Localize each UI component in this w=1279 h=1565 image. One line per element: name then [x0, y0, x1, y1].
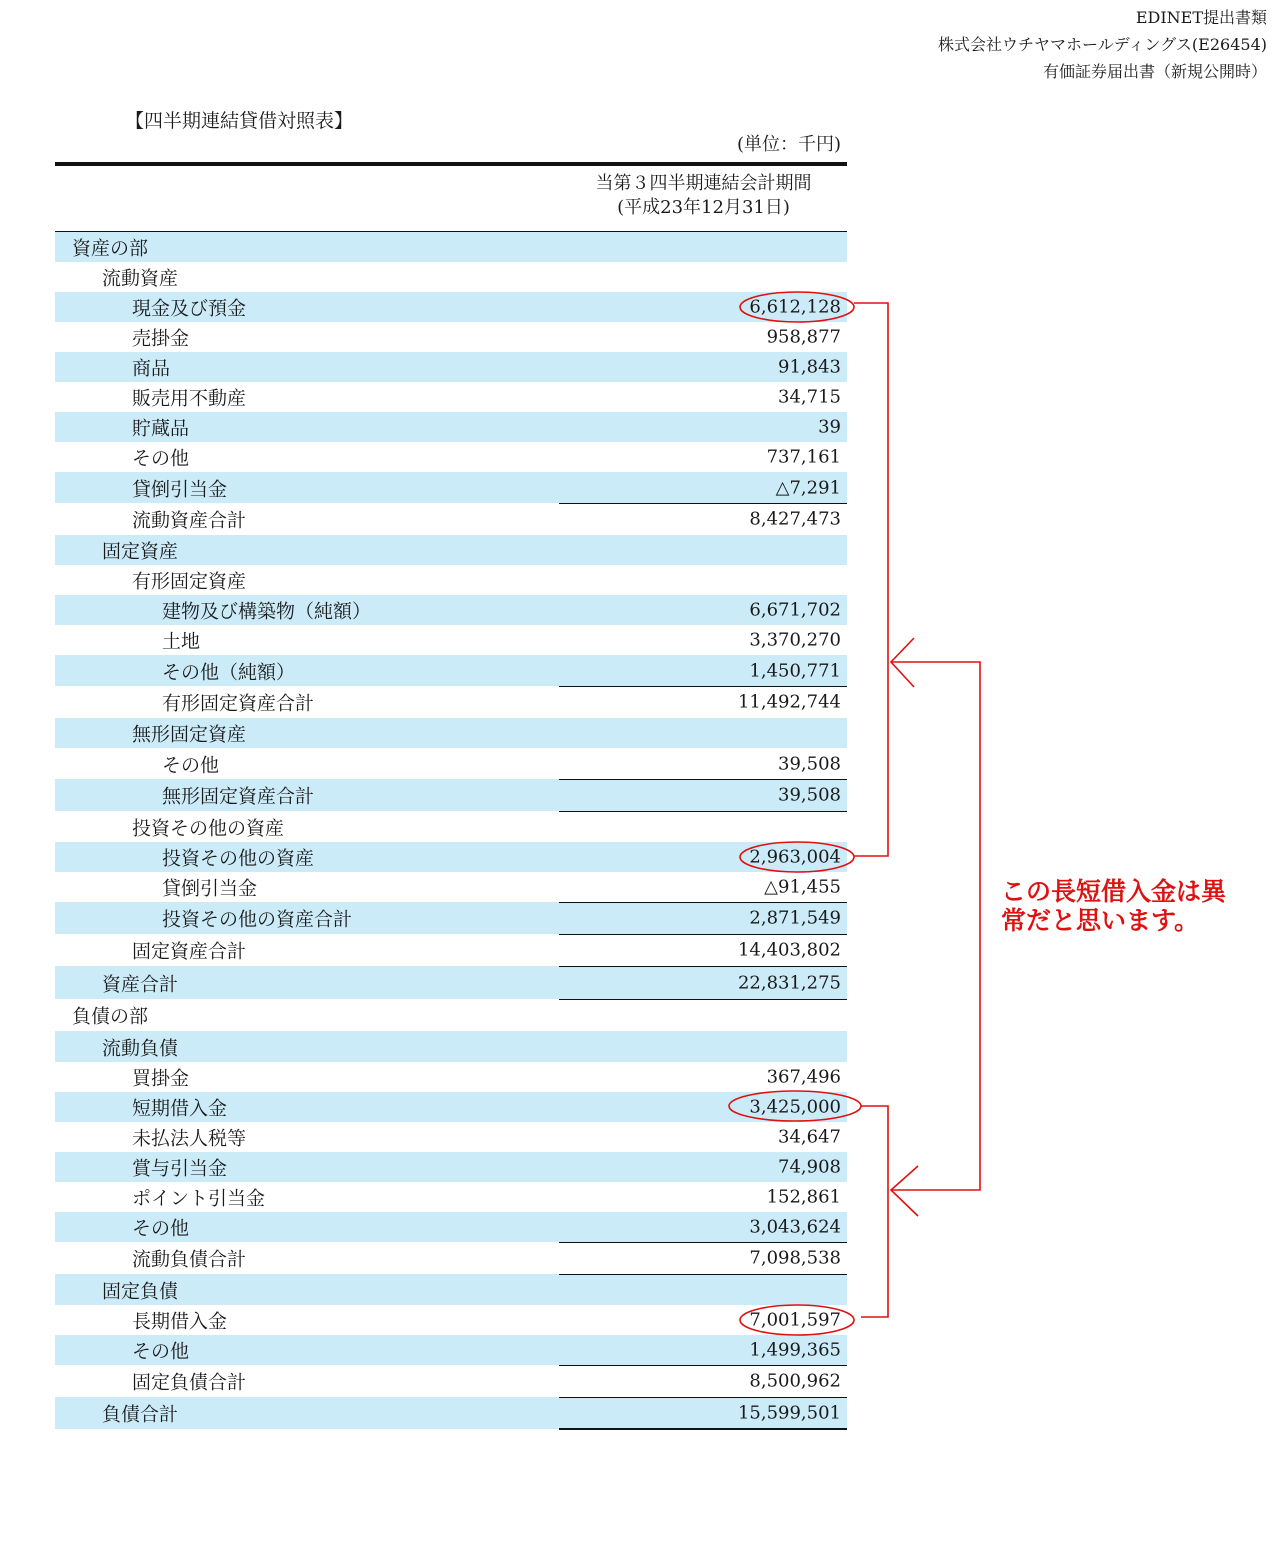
row-value: 11,492,744: [737, 691, 841, 713]
row-label: 商品: [132, 357, 171, 380]
row-label: 流動資産合計: [132, 509, 247, 532]
unit-label: (単位：千円): [737, 134, 842, 155]
column-header-period: 当第３四半期連結会計期間: [595, 173, 812, 194]
annotation-note-line2: 常だと思います。: [1001, 906, 1200, 935]
row-value: 1,499,365: [749, 1339, 841, 1361]
row-value: 1,450,771: [749, 660, 841, 681]
row-label: 流動負債合計: [132, 1248, 247, 1271]
row-label: 投資その他の資産: [162, 847, 315, 870]
row-label: 負債合計: [102, 1403, 179, 1426]
bracket-liabilities: [861, 1106, 888, 1317]
row-label: その他: [132, 1340, 190, 1363]
row-value: 34,715: [778, 386, 841, 408]
highlight-ellipse-investments: [740, 842, 854, 872]
row-value: 3,043,624: [749, 1216, 841, 1238]
row-label: 未払法人税等: [132, 1127, 247, 1150]
bracket-assets: [854, 303, 888, 856]
row-label: 土地: [162, 630, 201, 653]
highlight-ellipse-cash: [740, 292, 854, 322]
row-value: 8,500,962: [749, 1370, 841, 1392]
row-label: 売掛金: [132, 327, 190, 350]
row-label: 有形固定資産: [132, 570, 247, 593]
row-label: 長期借入金: [132, 1310, 228, 1333]
row-value: △7,291: [775, 477, 841, 498]
row-label: 短期借入金: [132, 1097, 228, 1120]
row-label: 資産の部: [72, 237, 149, 260]
row-label: 建物及び構築物（純額）: [162, 600, 372, 623]
row-value: 2,871,549: [749, 907, 841, 929]
edinet-label: EDINET提出書類: [1135, 8, 1267, 27]
row-label: 投資その他の資産合計: [162, 908, 353, 931]
row-value: 39,508: [778, 753, 841, 774]
highlight-ellipse-long-term-loans: [740, 1305, 854, 1335]
statement-title: 【四半期連結貸借対照表】: [125, 110, 354, 132]
document-type: 有価証券届出書（新規公開時）: [1042, 62, 1267, 81]
row-value: 3,425,000: [749, 1096, 841, 1118]
row-value: 34,647: [778, 1126, 841, 1148]
row-label: 流動資産: [102, 267, 179, 290]
row-label: 固定負債: [102, 1280, 179, 1302]
row-label: その他（純額）: [162, 661, 296, 683]
row-label: 無形固定資産: [132, 723, 247, 746]
row-value: 6,671,702: [749, 599, 841, 621]
row-value: 152,861: [766, 1186, 841, 1208]
row-value: 8,427,473: [749, 508, 841, 530]
row-label: 負債の部: [72, 1005, 149, 1028]
row-label: 投資その他の資産: [132, 817, 285, 839]
row-label: 固定資産: [102, 540, 179, 563]
arrow-head-lower: [891, 1166, 918, 1216]
row-value: 39: [818, 416, 841, 438]
highlight-ellipse-short-term-loans: [729, 1091, 861, 1121]
company-name: 株式会社ウチヤマホールディングス(E26454): [938, 35, 1267, 54]
row-label: 資産合計: [102, 973, 179, 995]
row-label: その他: [132, 447, 190, 470]
row-label: 流動負債: [102, 1037, 179, 1059]
row-label: 買掛金: [132, 1067, 190, 1090]
row-value: 3,370,270: [749, 629, 841, 651]
row-value: 958,877: [766, 326, 841, 348]
row-value: 14,403,802: [737, 939, 841, 961]
row-label: 販売用不動産: [132, 387, 247, 410]
row-value: 7,001,597: [749, 1309, 841, 1331]
row-label: 固定資産合計: [132, 940, 247, 963]
row-value: 367,496: [766, 1066, 841, 1088]
row-label: 貸倒引当金: [162, 877, 258, 900]
annotation-note: [1001, 877, 1226, 935]
row-label: 貯蔵品: [132, 417, 190, 440]
row-label: その他: [132, 1217, 190, 1240]
row-label: 固定負債合計: [132, 1371, 247, 1394]
row-value: 2,963,004: [749, 846, 841, 868]
connector-line: [891, 662, 980, 1190]
row-label: 有形固定資産合計: [162, 692, 315, 715]
column-header-date: (平成23年12月31日): [617, 197, 790, 218]
row-label: 貸倒引当金: [132, 478, 228, 500]
row-value: 15,599,501: [737, 1402, 841, 1424]
row-label: 賞与引当金: [132, 1157, 228, 1180]
annotation-note-line1: この長短借入金は異: [1001, 877, 1227, 906]
row-value: 6,612,128: [749, 296, 841, 318]
row-value: 91,843: [778, 356, 841, 378]
row-value: 7,098,538: [749, 1247, 841, 1269]
row-label: ポイント引当金: [132, 1187, 266, 1210]
row-value: 39,508: [778, 784, 841, 806]
row-label: 無形固定資産合計: [162, 785, 315, 808]
row-value: 74,908: [778, 1156, 841, 1178]
row-label: 現金及び預金: [132, 297, 247, 320]
row-value: 737,161: [766, 446, 841, 468]
row-label: その他: [162, 754, 220, 776]
row-value: △91,455: [764, 876, 841, 898]
row-value: 22,831,275: [737, 972, 841, 993]
